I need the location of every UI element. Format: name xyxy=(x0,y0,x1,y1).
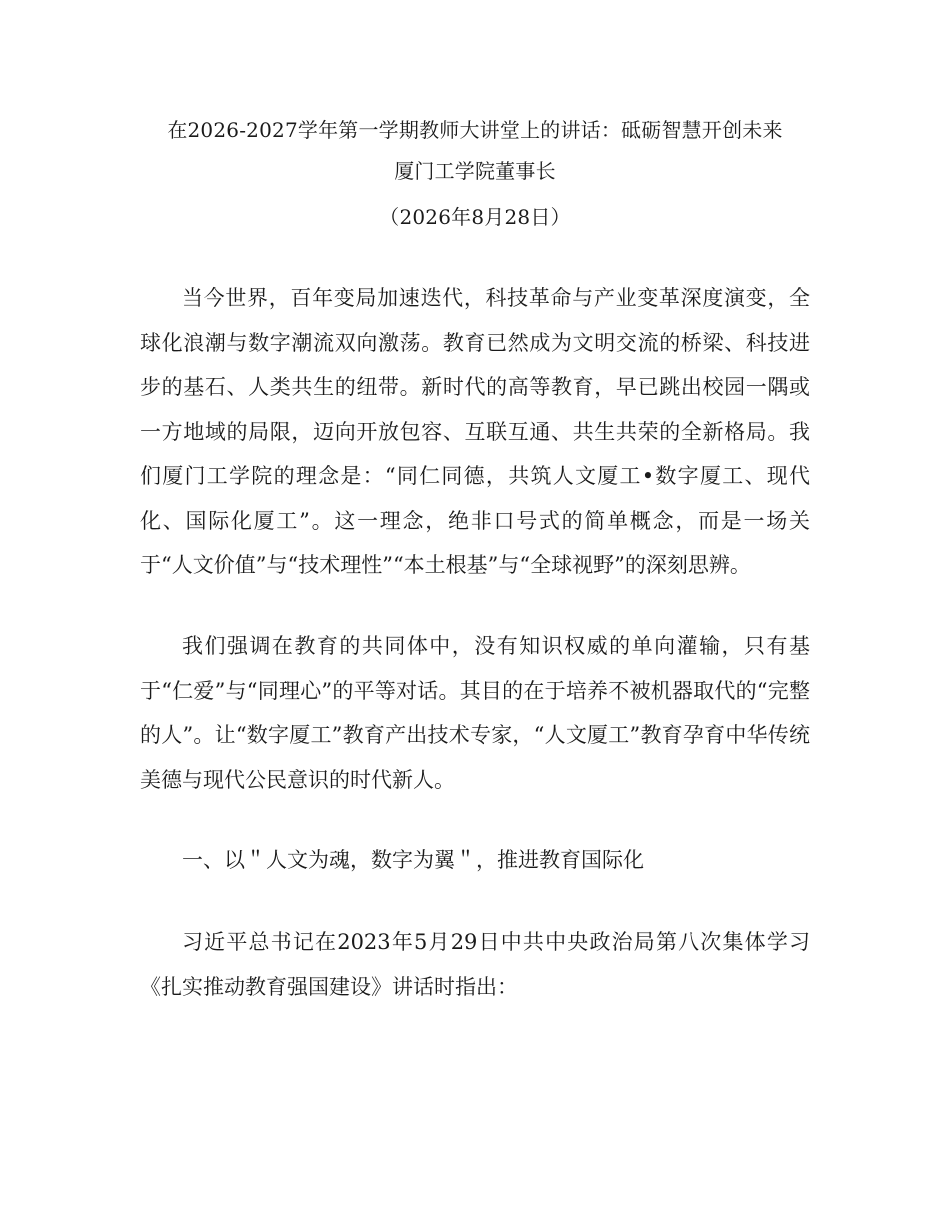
document-date: （2026年8月28日） xyxy=(379,205,571,229)
paragraph-quote-intro: 习近平总书记在2023年5月29日中共中央政治局第八次集体学习《扎实推动教育强国建设》讲话时指出： xyxy=(140,930,810,999)
paragraph-intro: 当今世界，百年变局加速迭代，科技革命与产业变革深度演变，全球化浪潮与数字潮流双向激荡。教育已然成为文明交流的桥梁、科技进步的基石、人类共生的纽带。新时代的高等教育，早已跳出校园一隅或一方地域的局限，迈向开放包容、互联互通、共生共荣的全新格局。我们厦门工学院的理念是：“同仁同德，共筑人文厦工•数字厦工、现代化、国际化厦工”。这一理念，绝非口号式的简单概念，而是一场关于“人文价值”与“技术理性”“本土根基”与“全球视野”的深刻思辨。 xyxy=(140,286,810,577)
document-title: 在2026-2027学年第一学期教师大讲堂上的讲话：砥砺智慧开创未来 xyxy=(167,118,783,142)
document-author: 厦门工学院董事长 xyxy=(394,159,556,183)
section-heading-1: 一、以＂人文为魂，数字为翼＂，推进教育国际化 xyxy=(182,848,644,872)
paragraph-community: 我们强调在教育的共同体中，没有知识权威的单向灌输，只有基于“仁爱”与“同理心”的平等对话。其目的在于培养不被机器取代的“完整的人”。让“数字厦工”教育产出技术专家，“人文厦工”教育孕育中华传统美德与现代公民意识的时代新人。 xyxy=(140,634,810,792)
